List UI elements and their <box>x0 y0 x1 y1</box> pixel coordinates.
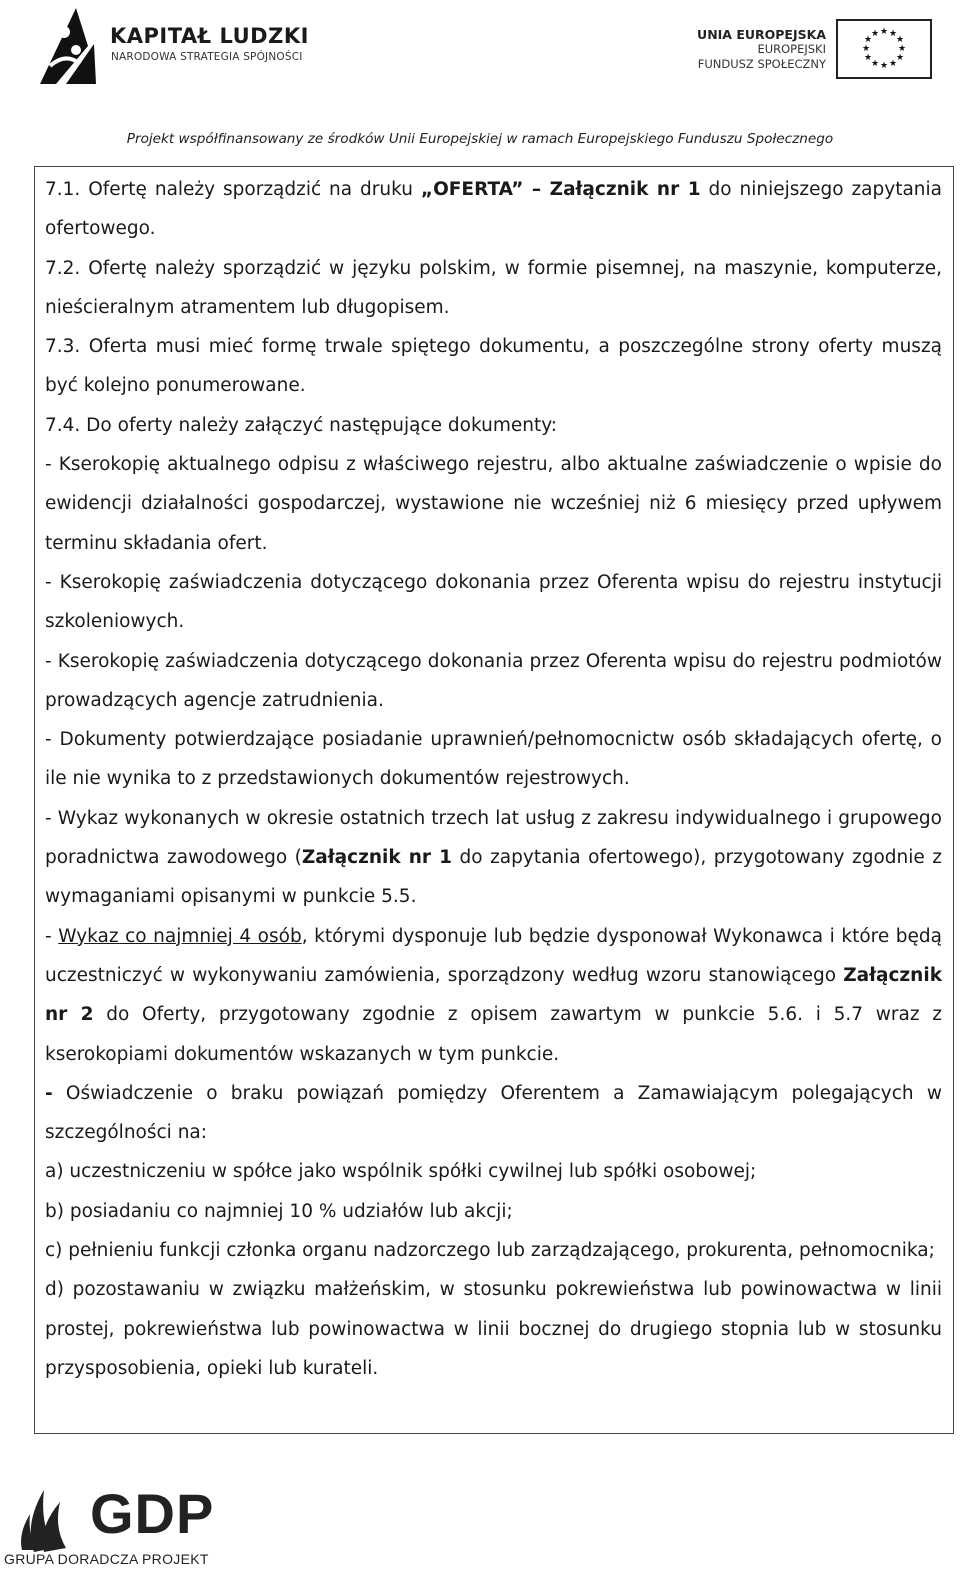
sub-item-c: c) pełnieniu funkcji członka organu nadzorczego lub zarządzającego, prokurenta, pełnomocnika; <box>45 1240 935 1262</box>
svg-text:★: ★ <box>895 53 905 63</box>
svg-text:★: ★ <box>870 29 880 39</box>
sub-item-d: d) pozostawaniu w związku małżeńskim, w stosunku pokrewieństwa lub powinowactwa w linii prostej, pokrewieństwa lub powinowactwa w linii bocznej do drugiego stopnia lub w stosunku przysposobienia, opieki lub kurateli. <box>45 1279 942 1379</box>
list-item: - Kserokopię zaświadczenia dotyczącego dokonania przez Oferenta wpisu do rejestru instytucji szkoleniowych. <box>45 571 942 633</box>
eu-line-3: FUNDUSZ SPOŁECZNY <box>697 57 826 71</box>
kapital-ludzki-logo-icon <box>36 6 100 86</box>
svg-text:★: ★ <box>863 53 873 63</box>
svg-text:★: ★ <box>861 44 871 54</box>
staff-list-underlined: Wykaz co najmniej 4 osób <box>58 925 302 947</box>
svg-text:★: ★ <box>870 59 880 69</box>
eu-flag-icon <box>836 19 932 79</box>
list-item: - Wykaz wykonanych w okresie ostatnich trzech lat usług z zakresu indywidualnego i grupowego poradnictwa zawodowego (Załącznik nr 1 do zapytania ofertowego), przygotowany zgodnie z wymaganiami opisanymi w punkcie 5.5. <box>45 807 942 908</box>
paragraph-7-1: 7.1. Ofertę należy sporządzić na druku „OFERTA” – Załącznik nr 1 do niniejszego zapytania ofertowego. <box>45 179 942 240</box>
paragraph-7-2: 7.2. Ofertę należy sporządzić w języku polskim, w formie pisemnej, na maszynie, komputerze, nieścieralnym atramentem lub długopisem. <box>45 257 942 318</box>
svg-text:★: ★ <box>879 27 889 37</box>
eu-line-2: EUROPEJSKI <box>757 42 826 56</box>
document-body <box>45 170 942 1388</box>
kapital-ludzki-title: KAPITAŁ LUDZKI <box>110 24 309 48</box>
list-item: - Kserokopię aktualnego odpisu z właściwego rejestru, albo aktualne zaświadczenie o wpisie do ewidencji działalności gospodarczej, wystawione nie wcześniej niż 6 miesięcy przed upływem terminu składania ofert. <box>45 454 942 554</box>
svg-text:★: ★ <box>879 61 889 71</box>
gdp-logo-text: GDP <box>90 1482 215 1545</box>
paragraph-7-4: 7.4. Do oferty należy załączyć następujące dokumenty: <box>45 414 558 436</box>
svg-text:★: ★ <box>863 35 873 45</box>
kapital-ludzki-subtitle: NARODOWA STRATEGIA SPÓJNOŚCI <box>111 51 303 63</box>
offer-form-reference: „OFERTA” – Załącznik nr 1 <box>420 179 701 200</box>
list-item: - Kserokopię zaświadczenia dotyczącego dokonania przez Oferenta wpisu do rejestru podmiotów prowadzących agencje zatrudnienia. <box>45 650 942 711</box>
cofinancing-note: Projekt współfinansowany ze środków Unii Europejskiej w ramach Europejskiego Funduszu Społecznego <box>126 131 834 147</box>
attachment-2-reference: Załącznik nr 2 <box>45 964 942 1026</box>
svg-text:★: ★ <box>895 35 905 45</box>
gdp-sail-logo-icon <box>14 1484 86 1556</box>
eu-label <box>697 27 826 72</box>
list-item: - Dokumenty potwierdzające posiadanie uprawnień/pełnomocnictw osób składających ofertę, o ile nie wynika to z przedstawionych dokumentów rejestrowych. <box>45 729 942 790</box>
attachment-1-reference: Załącznik nr 1 <box>301 847 452 869</box>
list-item: - Oświadczenie o braku powiązań pomiędzy Oferentem a Zamawiającym polegających w szczególności na: <box>45 1082 942 1144</box>
eu-line-1: UNIA EUROPEJSKA <box>697 27 826 42</box>
svg-text:★: ★ <box>888 29 898 39</box>
list-item: - Wykaz co najmniej 4 osób, którymi dysponuje lub będzie dysponował Wykonawca i które będą uczestniczyć w wykonywaniu zamówienia, sporządzony według wzoru stanowiącego Załącznik nr 2 do Oferty, przygotowany zgodnie z opisem zawartym w punkcie 5.6. i 5.7 wraz z kserokopiami dokumentów wskazanych w tym punkcie. <box>45 925 942 1065</box>
svg-text:★: ★ <box>897 44 907 54</box>
svg-text:★: ★ <box>888 59 898 69</box>
gdp-logo-subtitle: GRUPA DORADCZA PROJEKT <box>4 1551 209 1567</box>
paragraph-7-3: 7.3. Oferta musi mieć formę trwale spiętego dokumentu, a poszczególne strony oferty muszą być kolejno ponumerowane. <box>45 336 942 397</box>
sub-item-a: a) uczestniczeniu w spółce jako wspólnik spółki cywilnej lub spółki osobowej; <box>45 1161 757 1183</box>
page-header <box>0 0 960 160</box>
sub-item-b: b) posiadaniu co najmniej 10 % udziałów lub akcji; <box>45 1200 513 1222</box>
